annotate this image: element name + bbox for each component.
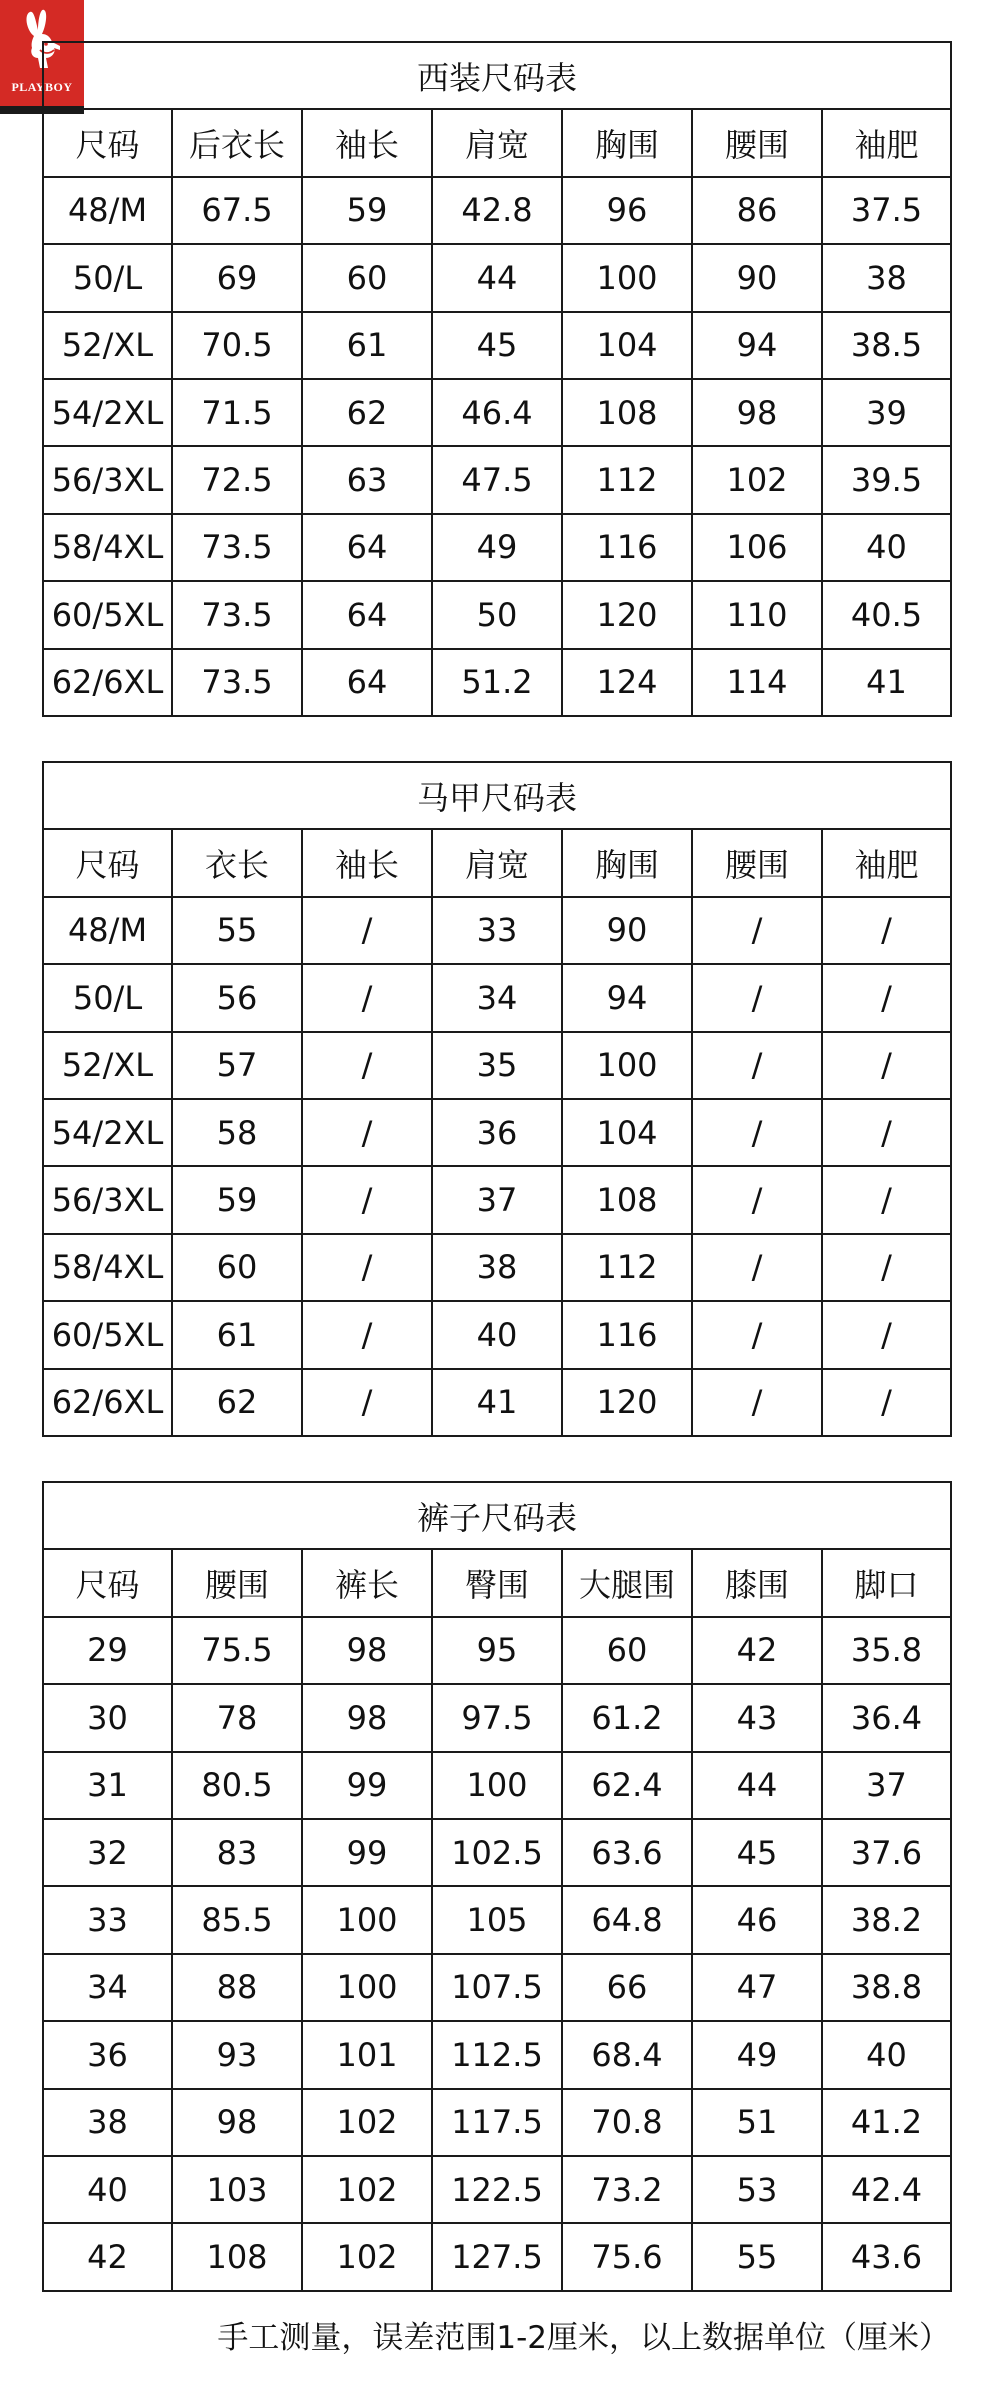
table-cell: 42 (43, 2223, 172, 2290)
table-cell: 100 (302, 1954, 432, 2021)
table-cell: 114 (692, 649, 822, 716)
table-cell: 60/5XL (43, 581, 172, 648)
table-cell: 35.8 (822, 1617, 951, 1684)
table-cell: 73.5 (172, 649, 302, 716)
table-cell: 44 (692, 1752, 822, 1819)
table-cell: 44 (432, 244, 562, 311)
table-cell: 62 (172, 1369, 302, 1436)
table-cell: / (302, 1301, 432, 1368)
table-cell: 90 (692, 244, 822, 311)
table-cell: 42.8 (432, 177, 562, 244)
table-cell: 46.4 (432, 379, 562, 446)
table-cell: 108 (172, 2223, 302, 2290)
table-cell: 67.5 (172, 177, 302, 244)
table-cell: 64.8 (562, 1886, 692, 1953)
table-cell: 105 (432, 1886, 562, 1953)
table-cell: 104 (562, 312, 692, 379)
table-title-row (43, 762, 951, 829)
table-row (43, 1166, 951, 1233)
table-cell: 73.2 (562, 2156, 692, 2223)
table-row (43, 1684, 951, 1751)
column-header: 尺码 (43, 1549, 172, 1616)
table-cell: 103 (172, 2156, 302, 2223)
table-cell: / (822, 1301, 951, 1368)
column-header: 臀围 (432, 1549, 562, 1616)
table-cell: / (692, 1369, 822, 1436)
table-cell: 52/XL (43, 1032, 172, 1099)
table-row (43, 1301, 951, 1368)
table-cell: 58 (172, 1099, 302, 1166)
table-cell: 69 (172, 244, 302, 311)
table-cell: 47.5 (432, 446, 562, 513)
table-cell: / (822, 1369, 951, 1436)
table-cell: / (692, 897, 822, 964)
table-cell: 98 (172, 2089, 302, 2156)
table-cell: 40 (43, 2156, 172, 2223)
table-cell: 75.5 (172, 1617, 302, 1684)
column-header: 裤长 (302, 1549, 432, 1616)
table-header-row (43, 829, 951, 896)
table-cell: 127.5 (432, 2223, 562, 2290)
table-cell: / (822, 964, 951, 1031)
table-cell: 51.2 (432, 649, 562, 716)
table-cell: 38 (822, 244, 951, 311)
table-cell: / (692, 1166, 822, 1233)
column-header: 腰围 (172, 1549, 302, 1616)
table-cell: 52/XL (43, 312, 172, 379)
table-cell: 62.4 (562, 1752, 692, 1819)
table-cell: 63 (302, 446, 432, 513)
table-cell: / (822, 1166, 951, 1233)
table-cell: / (302, 1032, 432, 1099)
table-cell: 72.5 (172, 446, 302, 513)
table-row (43, 2156, 951, 2223)
table-row (43, 2089, 951, 2156)
table-row (43, 379, 951, 446)
table-cell: 108 (562, 1166, 692, 1233)
table-row (43, 514, 951, 581)
table-row (43, 1954, 951, 2021)
table-cell: 34 (432, 964, 562, 1031)
table-cell: 49 (692, 2021, 822, 2088)
table-cell: / (822, 1234, 951, 1301)
table-cell: 70.5 (172, 312, 302, 379)
table-cell: 41 (822, 649, 951, 716)
table-cell: 94 (692, 312, 822, 379)
table-cell: 29 (43, 1617, 172, 1684)
column-header: 衣长 (172, 829, 302, 896)
table-row (43, 1886, 951, 1953)
table-cell: 106 (692, 514, 822, 581)
table-row (43, 649, 951, 716)
table-cell: 39 (822, 379, 951, 446)
table-cell: / (822, 897, 951, 964)
table-cell: 107.5 (432, 1954, 562, 2021)
table-cell: 40 (822, 514, 951, 581)
measurement-note: 手工测量，误差范围1-2厘米，以上数据单位（厘米） (217, 2320, 950, 2356)
column-header: 尺码 (43, 109, 172, 176)
table-cell: 41 (432, 1369, 562, 1436)
table-cell: 85.5 (172, 1886, 302, 1953)
table-cell: 90 (562, 897, 692, 964)
table-cell: 124 (562, 649, 692, 716)
table-cell: 75.6 (562, 2223, 692, 2290)
table-row (43, 1099, 951, 1166)
table-cell: 33 (43, 1886, 172, 1953)
column-header: 脚口 (822, 1549, 951, 1616)
table-cell: 116 (562, 1301, 692, 1368)
table-row (43, 1234, 951, 1301)
column-header: 袖肥 (822, 109, 951, 176)
table-cell: 63.6 (562, 1819, 692, 1886)
table-cell: 36 (43, 2021, 172, 2088)
table-cell: 95 (432, 1617, 562, 1684)
table-cell: 101 (302, 2021, 432, 2088)
table-cell: 102 (692, 446, 822, 513)
table-cell: 41.2 (822, 2089, 951, 2156)
column-header: 胸围 (562, 829, 692, 896)
table-cell: 53 (692, 2156, 822, 2223)
table-cell: 42 (692, 1617, 822, 1684)
pants-size-table (42, 1481, 952, 2292)
table-row (43, 1369, 951, 1436)
table-row (43, 581, 951, 648)
table-row (43, 1617, 951, 1684)
table-row (43, 446, 951, 513)
table-cell: 50/L (43, 964, 172, 1031)
table-cell: 59 (302, 177, 432, 244)
table-cell: 40 (822, 2021, 951, 2088)
table-cell: 39.5 (822, 446, 951, 513)
table-cell: / (692, 1032, 822, 1099)
table-cell: 38.2 (822, 1886, 951, 1953)
table-cell: 98 (692, 379, 822, 446)
column-header: 袖肥 (822, 829, 951, 896)
column-header: 肩宽 (432, 829, 562, 896)
table-cell: 48/M (43, 177, 172, 244)
table-cell: 120 (562, 1369, 692, 1436)
table-cell: 60 (302, 244, 432, 311)
table-cell: 37 (432, 1166, 562, 1233)
table-cell: 110 (692, 581, 822, 648)
table-cell: 66 (562, 1954, 692, 2021)
table-cell: 112 (562, 446, 692, 513)
table-cell: 64 (302, 649, 432, 716)
table-cell: 37 (822, 1752, 951, 1819)
column-header: 大腿围 (562, 1549, 692, 1616)
table-cell: 38.5 (822, 312, 951, 379)
table-cell: 56/3XL (43, 446, 172, 513)
table-cell: 73.5 (172, 514, 302, 581)
table-cell: 60 (172, 1234, 302, 1301)
table-cell: 60 (562, 1617, 692, 1684)
table-cell: 31 (43, 1752, 172, 1819)
column-header: 腰围 (692, 109, 822, 176)
table-cell: 60/5XL (43, 1301, 172, 1368)
table-cell: 120 (562, 581, 692, 648)
table-cell: 71.5 (172, 379, 302, 446)
column-header: 尺码 (43, 829, 172, 896)
table-cell: 56/3XL (43, 1166, 172, 1233)
table-cell: 102 (302, 2089, 432, 2156)
table-cell: 35 (432, 1032, 562, 1099)
column-header: 膝围 (692, 1549, 822, 1616)
table-row (43, 312, 951, 379)
table-cell: 55 (172, 897, 302, 964)
table-cell: 104 (562, 1099, 692, 1166)
table-cell: 98 (302, 1684, 432, 1751)
table-title: 马甲尺码表 (43, 762, 951, 829)
table-cell: 100 (562, 1032, 692, 1099)
table-cell: 122.5 (432, 2156, 562, 2223)
table-cell: 96 (562, 177, 692, 244)
table-cell: 42.4 (822, 2156, 951, 2223)
table-cell: 98 (302, 1617, 432, 1684)
table-title: 西装尺码表 (43, 42, 951, 109)
table-cell: / (302, 1234, 432, 1301)
column-header: 袖长 (302, 829, 432, 896)
table-cell: 93 (172, 2021, 302, 2088)
table-cell: 55 (692, 2223, 822, 2290)
table-cell: / (302, 964, 432, 1031)
table-cell: 102.5 (432, 1819, 562, 1886)
table-cell: 78 (172, 1684, 302, 1751)
table-cell: 97.5 (432, 1684, 562, 1751)
table-cell: 86 (692, 177, 822, 244)
table-cell: 80.5 (172, 1752, 302, 1819)
table-cell: 68.4 (562, 2021, 692, 2088)
table-cell: 34 (43, 1954, 172, 2021)
table-cell: 102 (302, 2223, 432, 2290)
table-cell: / (302, 1166, 432, 1233)
column-header: 袖长 (302, 109, 432, 176)
table-cell: 58/4XL (43, 1234, 172, 1301)
table-cell: 37.6 (822, 1819, 951, 1886)
table-cell: 94 (562, 964, 692, 1031)
table-cell: 99 (302, 1819, 432, 1886)
table-row (43, 2223, 951, 2290)
table-cell: 100 (302, 1886, 432, 1953)
table-cell: 48/M (43, 897, 172, 964)
table-cell: 59 (172, 1166, 302, 1233)
table-title: 裤子尺码表 (43, 1482, 951, 1549)
table-cell: 32 (43, 1819, 172, 1886)
logo-text: PLAYBOY (11, 80, 73, 94)
suit-size-table (42, 41, 952, 717)
table-row (43, 964, 951, 1031)
table-cell: / (692, 964, 822, 1031)
table-cell: 45 (432, 312, 562, 379)
column-header: 后衣长 (172, 109, 302, 176)
table-cell: 99 (302, 1752, 432, 1819)
table-row (43, 1819, 951, 1886)
table-cell: 116 (562, 514, 692, 581)
table-cell: 37.5 (822, 177, 951, 244)
table-cell: 51 (692, 2089, 822, 2156)
table-cell: / (302, 1369, 432, 1436)
table-cell: 58/4XL (43, 514, 172, 581)
table-row (43, 244, 951, 311)
table-cell: / (302, 897, 432, 964)
table-cell: 117.5 (432, 2089, 562, 2156)
table-cell: 61.2 (562, 1684, 692, 1751)
table-cell: 36.4 (822, 1684, 951, 1751)
table-row (43, 1032, 951, 1099)
table-cell: 46 (692, 1886, 822, 1953)
table-cell: 112 (562, 1234, 692, 1301)
vest-size-table (42, 761, 952, 1437)
column-header: 胸围 (562, 109, 692, 176)
table-cell: 40.5 (822, 581, 951, 648)
table-cell: / (302, 1099, 432, 1166)
table-cell: 112.5 (432, 2021, 562, 2088)
table-cell: / (822, 1032, 951, 1099)
column-header: 腰围 (692, 829, 822, 896)
table-cell: / (822, 1099, 951, 1166)
table-cell: 62/6XL (43, 649, 172, 716)
table-title-row (43, 42, 951, 109)
table-cell: 30 (43, 1684, 172, 1751)
table-cell: 45 (692, 1819, 822, 1886)
table-cell: 61 (172, 1301, 302, 1368)
table-row (43, 177, 951, 244)
table-cell: 100 (562, 244, 692, 311)
table-cell: 64 (302, 514, 432, 581)
table-cell: 50/L (43, 244, 172, 311)
table-cell: 47 (692, 1954, 822, 2021)
table-cell: 38 (43, 2089, 172, 2156)
table-cell: 73.5 (172, 581, 302, 648)
table-cell: / (692, 1099, 822, 1166)
table-cell: 62/6XL (43, 1369, 172, 1436)
table-cell: 61 (302, 312, 432, 379)
table-cell: / (692, 1301, 822, 1368)
table-cell: 54/2XL (43, 379, 172, 446)
table-cell: 49 (432, 514, 562, 581)
table-header-row (43, 109, 951, 176)
table-cell: 88 (172, 1954, 302, 2021)
table-row (43, 897, 951, 964)
table-cell: 57 (172, 1032, 302, 1099)
table-cell: 38.8 (822, 1954, 951, 2021)
table-row (43, 1752, 951, 1819)
column-header: 肩宽 (432, 109, 562, 176)
table-cell: 56 (172, 964, 302, 1031)
table-cell: 43.6 (822, 2223, 951, 2290)
table-cell: 100 (432, 1752, 562, 1819)
table-cell: 33 (432, 897, 562, 964)
table-cell: 108 (562, 379, 692, 446)
table-title-row (43, 1482, 951, 1549)
table-cell: 50 (432, 581, 562, 648)
table-cell: 64 (302, 581, 432, 648)
table-cell: 40 (432, 1301, 562, 1368)
table-cell: 43 (692, 1684, 822, 1751)
table-cell: 38 (432, 1234, 562, 1301)
table-cell: 70.8 (562, 2089, 692, 2156)
table-header-row (43, 1549, 951, 1616)
table-cell: 62 (302, 379, 432, 446)
table-cell: 54/2XL (43, 1099, 172, 1166)
table-cell: 102 (302, 2156, 432, 2223)
table-cell: 83 (172, 1819, 302, 1886)
table-cell: / (692, 1234, 822, 1301)
table-row (43, 2021, 951, 2088)
table-cell: 36 (432, 1099, 562, 1166)
